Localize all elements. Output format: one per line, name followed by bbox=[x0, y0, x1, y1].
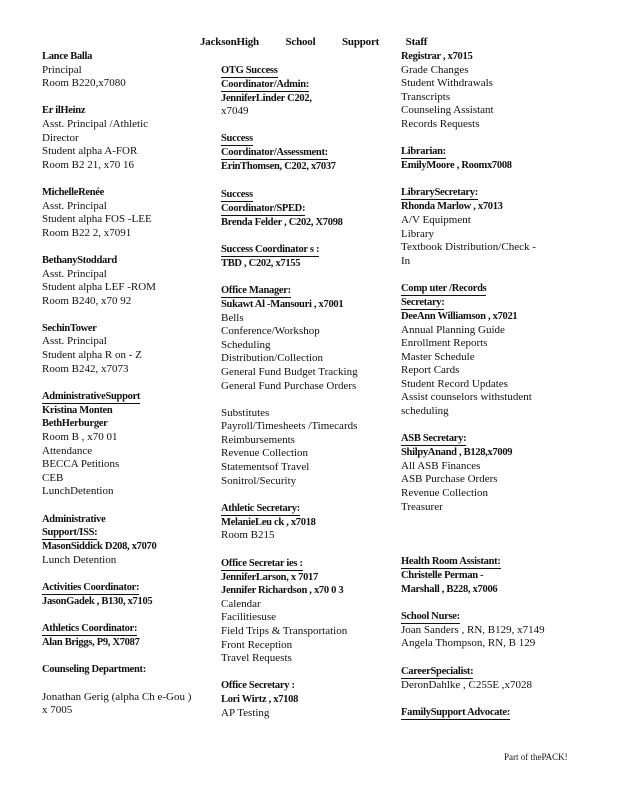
text-line bbox=[221, 325, 391, 339]
staff-line bbox=[42, 322, 217, 336]
column-middle bbox=[221, 50, 391, 720]
duty-text: Annual Planning Guide bbox=[401, 323, 505, 336]
text-line bbox=[221, 707, 391, 721]
section-heading: Success Coordinator s : bbox=[221, 243, 320, 255]
heading-line bbox=[401, 186, 581, 200]
heading-line bbox=[401, 706, 581, 720]
staff-name: JenniferLarson, x 7017 bbox=[221, 571, 318, 583]
heading-line bbox=[401, 610, 581, 624]
duty-text: ASB Purchase Orders bbox=[401, 473, 498, 486]
section-heading: Success bbox=[221, 188, 253, 200]
text-line bbox=[401, 64, 581, 78]
section-heading: School Nurse: bbox=[401, 610, 460, 622]
staff-name: Sukawt Al -Mansouri , x7001 bbox=[221, 298, 344, 310]
page-title: JacksonHigh School Support Staff bbox=[200, 36, 428, 48]
duty-text: Director bbox=[42, 131, 79, 144]
text-line bbox=[42, 200, 217, 214]
duty-text: Student alpha LEF -ROM bbox=[42, 281, 156, 294]
spacer bbox=[401, 173, 581, 187]
staff-line bbox=[42, 254, 217, 268]
staff-line bbox=[42, 636, 217, 650]
spacer bbox=[401, 132, 581, 146]
section-heading: Coordinator/Admin: bbox=[221, 78, 309, 90]
heading-line bbox=[401, 555, 581, 569]
column-left bbox=[42, 50, 217, 718]
heading-line bbox=[401, 432, 581, 446]
heading-line bbox=[221, 146, 391, 160]
duty-text: Enrollment Reports bbox=[401, 337, 488, 350]
duty-text: Principal bbox=[42, 63, 82, 76]
section-heading: Health Room Assistant: bbox=[401, 556, 501, 567]
text-line bbox=[221, 380, 391, 394]
text-line bbox=[221, 407, 391, 421]
duty-text: Lunch Detention bbox=[42, 553, 117, 566]
duty-text: Treasurer bbox=[401, 500, 443, 513]
heading-line bbox=[221, 557, 391, 571]
duty-text: Asst. Principal /Athletic bbox=[42, 117, 149, 130]
duty-text: Grade Changes bbox=[401, 63, 469, 76]
duty-text: BECCA Petitions bbox=[42, 458, 120, 471]
text-line bbox=[221, 339, 391, 353]
text-line bbox=[401, 391, 581, 405]
spacer bbox=[401, 528, 581, 542]
text-line bbox=[42, 554, 217, 568]
text-line bbox=[401, 104, 581, 118]
section-heading: LibrarySecretary: bbox=[401, 187, 478, 199]
duty-text: General Fund Purchase Orders bbox=[221, 379, 357, 392]
duty-text: Calendar bbox=[221, 597, 261, 610]
duty-text: Asst. Principal bbox=[42, 335, 107, 348]
text-line bbox=[221, 420, 391, 434]
duty-text: Sonitrol/Security bbox=[221, 474, 297, 487]
spacer bbox=[42, 567, 217, 581]
staff-name: Rhonda Marlow , x7013 bbox=[401, 201, 503, 213]
text-line bbox=[42, 145, 217, 159]
heading-line bbox=[42, 526, 217, 540]
heading-line bbox=[221, 64, 391, 78]
heading-line bbox=[221, 188, 391, 202]
text-line bbox=[42, 445, 217, 459]
spacer bbox=[221, 393, 391, 407]
duty-text: Payroll/Timesheets /Timecards bbox=[221, 420, 358, 433]
text-line bbox=[401, 228, 581, 242]
spacer bbox=[401, 596, 581, 610]
text-line bbox=[401, 337, 581, 351]
duty-text: Library bbox=[401, 227, 434, 240]
text-line bbox=[401, 351, 581, 365]
staff-line bbox=[221, 160, 391, 174]
spacer bbox=[221, 229, 391, 243]
staff-line bbox=[401, 569, 581, 583]
staff-name: JasonGadek , B130, x7105 bbox=[42, 595, 153, 607]
text-line bbox=[42, 431, 217, 445]
text-line bbox=[221, 312, 391, 326]
section-heading: Comp uter /Records bbox=[401, 282, 487, 294]
section-heading: Office Manager: bbox=[221, 284, 291, 296]
text-line bbox=[42, 704, 217, 718]
text-line bbox=[42, 458, 217, 472]
staff-name: SechinTower bbox=[42, 322, 97, 334]
staff-line bbox=[401, 310, 581, 324]
spacer bbox=[401, 419, 581, 433]
spacer bbox=[401, 651, 581, 665]
staff-line bbox=[42, 50, 217, 64]
duty-text: General Fund Budget Tracking bbox=[221, 365, 358, 378]
duty-text: Scheduling bbox=[221, 338, 271, 351]
spacer bbox=[221, 119, 391, 133]
text-line bbox=[401, 637, 581, 651]
heading-line bbox=[221, 132, 391, 146]
text-line bbox=[42, 227, 217, 241]
duty-text: Report Cards bbox=[401, 364, 460, 377]
duty-text: Reimbursements bbox=[221, 433, 295, 446]
text-line bbox=[42, 349, 217, 363]
text-line bbox=[42, 281, 217, 295]
text-line bbox=[42, 485, 217, 499]
heading-line bbox=[221, 284, 391, 298]
spacer bbox=[401, 268, 581, 282]
text-line bbox=[401, 487, 581, 501]
staff-name: Christelle Perman - bbox=[401, 570, 484, 581]
staff-line bbox=[401, 50, 581, 64]
text-line bbox=[221, 625, 391, 639]
text-line bbox=[221, 461, 391, 475]
duty-text: scheduling bbox=[401, 405, 449, 418]
section-heading: FamilySupport Advocate: bbox=[401, 706, 510, 718]
duty-text: Distribution/Collection bbox=[221, 352, 324, 365]
text-line bbox=[221, 639, 391, 653]
spacer bbox=[401, 514, 581, 528]
duty-text: x 7005 bbox=[42, 704, 73, 717]
duty-text: Substitutes bbox=[221, 406, 270, 419]
column-right bbox=[401, 50, 581, 720]
duty-text: Student alpha A-FOR bbox=[42, 145, 138, 158]
duty-text: Records Requests bbox=[401, 117, 480, 130]
staff-name: Alan Briggs, P9, X7087 bbox=[42, 637, 140, 649]
section-heading: CareerSpecialist: bbox=[401, 665, 474, 677]
spacer bbox=[221, 666, 391, 680]
staff-line bbox=[221, 298, 391, 312]
duty-text: Joan Sanders , RN, B129, x7149 bbox=[401, 623, 545, 636]
spacer bbox=[42, 240, 217, 254]
text-line bbox=[221, 434, 391, 448]
spacer bbox=[42, 376, 217, 390]
heading-line bbox=[401, 282, 581, 296]
text-line bbox=[401, 241, 581, 255]
heading-line bbox=[401, 296, 581, 310]
text-line bbox=[221, 447, 391, 461]
staff-name: Administrative bbox=[42, 513, 106, 525]
duty-text: Jonathan Gerig (alpha Ch e-Gou ) bbox=[42, 690, 192, 703]
duty-text: CEB bbox=[42, 471, 64, 484]
duty-text: Statementsof Travel bbox=[221, 461, 310, 474]
staff-line bbox=[221, 584, 391, 598]
section-heading: Office Secretar ies : bbox=[221, 557, 303, 569]
staff-name: Brenda Felder , C202, X7098 bbox=[221, 216, 343, 228]
heading-line bbox=[42, 581, 217, 595]
text-line bbox=[221, 611, 391, 625]
text-line bbox=[42, 64, 217, 78]
spacer bbox=[401, 541, 581, 555]
text-line bbox=[401, 679, 581, 693]
text-line bbox=[221, 352, 391, 366]
duty-text: In bbox=[401, 254, 411, 267]
duty-text: DeronDahlke , C255E ,x7028 bbox=[401, 678, 533, 691]
heading-line bbox=[221, 78, 391, 92]
duty-text: Revenue Collection bbox=[221, 447, 309, 460]
staff-name: Marshall , B228, x7006 bbox=[401, 583, 498, 595]
text-line bbox=[42, 268, 217, 282]
duty-text: Transcripts bbox=[401, 90, 451, 103]
staff-name: Lori Wirtz , x7108 bbox=[221, 693, 299, 705]
text-line bbox=[221, 366, 391, 380]
staff-line bbox=[221, 216, 391, 230]
staff-name: Er ilHeinz bbox=[42, 105, 86, 117]
staff-name: Kristina Monten bbox=[42, 404, 113, 416]
duty-text: Field Trips & Transportation bbox=[221, 625, 348, 637]
text-line bbox=[401, 91, 581, 105]
section-heading: Athletics Coordinator: bbox=[42, 623, 138, 635]
section-heading: Success bbox=[221, 133, 253, 145]
duty-text: Angela Thompson, RN, B 129 bbox=[401, 637, 536, 650]
duty-text: Counseling Assistant bbox=[401, 104, 494, 117]
spacer bbox=[221, 543, 391, 557]
staff-line bbox=[401, 583, 581, 597]
text-line bbox=[42, 77, 217, 91]
section-heading: OTG Success bbox=[221, 64, 278, 76]
staff-line bbox=[42, 104, 217, 118]
section-heading: Activities Coordinator: bbox=[42, 581, 140, 593]
duty-text: A/V Equipment bbox=[401, 213, 471, 226]
duty-text: Bells bbox=[221, 311, 244, 324]
duty-text: Student alpha FOS -LEE bbox=[42, 213, 152, 226]
text-line bbox=[401, 624, 581, 638]
spacer bbox=[401, 692, 581, 706]
text-line bbox=[401, 501, 581, 515]
staff-line bbox=[42, 404, 217, 418]
heading-line bbox=[42, 622, 217, 636]
staff-line bbox=[401, 159, 581, 173]
staff-line bbox=[401, 446, 581, 460]
duty-text: Room B240, x70 92 bbox=[42, 294, 132, 307]
section-heading: ASB Secretary: bbox=[401, 433, 467, 445]
duty-text: Room B220,x7080 bbox=[42, 77, 126, 90]
duty-text: Conference/Workshop bbox=[221, 325, 320, 338]
text-line bbox=[42, 213, 217, 227]
staff-line bbox=[221, 571, 391, 585]
section-heading: Coordinator/SPED: bbox=[221, 202, 306, 214]
spacer bbox=[221, 50, 391, 64]
spacer bbox=[221, 488, 391, 502]
staff-name: MelanieLeu ck , x7018 bbox=[221, 516, 316, 528]
duty-text: Asst. Principal bbox=[42, 267, 107, 280]
text-line bbox=[42, 132, 217, 146]
staff-name: BethanyStoddard bbox=[42, 254, 117, 266]
duty-text: Room B215 bbox=[221, 529, 275, 542]
staff-name: Counseling Department: bbox=[42, 664, 146, 676]
duty-text: Travel Requests bbox=[221, 652, 292, 665]
spacer bbox=[42, 677, 217, 691]
duty-text: Room B , x70 01 bbox=[42, 431, 118, 444]
heading-line bbox=[221, 243, 391, 257]
text-line bbox=[401, 473, 581, 487]
staff-name: EmilyMoore , Roomx7008 bbox=[401, 160, 512, 172]
staff-line bbox=[221, 693, 391, 707]
duty-text: AP Testing bbox=[221, 706, 270, 719]
section-heading: Athletic Secretary: bbox=[221, 502, 300, 514]
duty-text: Room B242, x7073 bbox=[42, 362, 129, 375]
heading-line bbox=[42, 390, 217, 404]
text-line bbox=[401, 364, 581, 378]
text-line bbox=[42, 159, 217, 173]
text-line bbox=[42, 363, 217, 377]
staff-name: BethHerburger bbox=[42, 418, 108, 430]
duty-text: Student alpha R on - Z bbox=[42, 349, 142, 362]
text-line bbox=[42, 295, 217, 309]
heading-line bbox=[221, 502, 391, 516]
staff-name: Registrar , x7015 bbox=[401, 51, 473, 62]
duty-text: Room B2 21, x70 16 bbox=[42, 158, 134, 171]
duty-text: Attendance bbox=[42, 444, 93, 457]
spacer bbox=[42, 91, 217, 105]
staff-line bbox=[42, 186, 217, 200]
duty-text: Assist counselors withstudent bbox=[401, 391, 532, 404]
staff-name: MichelleRenée bbox=[42, 186, 104, 198]
footer-note: Part of thePACK! bbox=[504, 752, 568, 762]
text-line bbox=[401, 255, 581, 269]
duty-text: All ASB Finances bbox=[401, 459, 481, 472]
duty-text: LunchDetention bbox=[42, 485, 114, 498]
text-line bbox=[221, 105, 391, 119]
section-heading: Coordinator/Assessment: bbox=[221, 147, 328, 159]
text-line bbox=[401, 77, 581, 91]
spacer bbox=[42, 609, 217, 623]
duty-text: Asst. Principal bbox=[42, 199, 107, 212]
text-line bbox=[401, 324, 581, 338]
staff-name: DeeAnn Williamson , x7021 bbox=[401, 310, 518, 322]
spacer bbox=[42, 172, 217, 186]
text-line bbox=[221, 652, 391, 666]
staff-name: JenniferLinder C202, bbox=[221, 92, 312, 104]
text-line bbox=[42, 335, 217, 349]
duty-text: Student Record Updates bbox=[401, 377, 508, 390]
section-heading: Librarian: bbox=[401, 146, 446, 158]
staff-line bbox=[221, 257, 391, 271]
staff-name: TBD , C202, x7155 bbox=[221, 257, 301, 269]
text-line bbox=[221, 598, 391, 612]
duty-text: x7049 bbox=[221, 105, 249, 118]
duty-text: Room B22 2, x7091 bbox=[42, 226, 132, 239]
staff-name: Office Secretary : bbox=[221, 680, 295, 692]
section-heading: Support/ISS: bbox=[42, 527, 98, 539]
text-line bbox=[221, 529, 391, 543]
text-line bbox=[401, 118, 581, 132]
staff-line bbox=[42, 663, 217, 677]
text-line bbox=[221, 475, 391, 489]
staff-name: ErinThomsen, C202, x7037 bbox=[221, 161, 336, 173]
text-line bbox=[42, 118, 217, 132]
section-heading: Secretary: bbox=[401, 296, 445, 308]
text-line bbox=[42, 691, 217, 705]
spacer bbox=[42, 308, 217, 322]
spacer bbox=[221, 174, 391, 188]
staff-name: ShilpyAnand , B128,x7009 bbox=[401, 447, 513, 459]
staff-name: MasonSiddick D208, x7070 bbox=[42, 541, 157, 553]
text-line bbox=[401, 460, 581, 474]
duty-text: Master Schedule bbox=[401, 350, 475, 363]
spacer bbox=[221, 270, 391, 284]
staff-line bbox=[221, 679, 391, 693]
text-line bbox=[401, 214, 581, 228]
duty-text: Front Reception bbox=[221, 638, 293, 651]
spacer bbox=[42, 499, 217, 513]
staff-line bbox=[42, 417, 217, 431]
text-line bbox=[401, 378, 581, 392]
duty-text: Textbook Distribution/Check - bbox=[401, 241, 536, 254]
heading-line bbox=[221, 202, 391, 216]
duty-text: Revenue Collection bbox=[401, 487, 489, 500]
text-line bbox=[401, 405, 581, 419]
duty-text: Student Withdrawals bbox=[401, 77, 493, 90]
staff-line bbox=[42, 513, 217, 527]
staff-line bbox=[221, 92, 391, 106]
heading-line bbox=[401, 665, 581, 679]
staff-line bbox=[221, 516, 391, 530]
spacer bbox=[42, 650, 217, 664]
staff-line bbox=[42, 595, 217, 609]
heading-line bbox=[401, 145, 581, 159]
duty-text: Facilitiesuse bbox=[221, 611, 276, 624]
staff-name: Lance Balla bbox=[42, 51, 93, 62]
staff-name: Jennifer Richardson , x70 0 3 bbox=[221, 585, 344, 597]
staff-line bbox=[42, 540, 217, 554]
text-line bbox=[42, 472, 217, 486]
staff-line bbox=[401, 200, 581, 214]
section-heading: AdministrativeSupport bbox=[42, 390, 141, 402]
